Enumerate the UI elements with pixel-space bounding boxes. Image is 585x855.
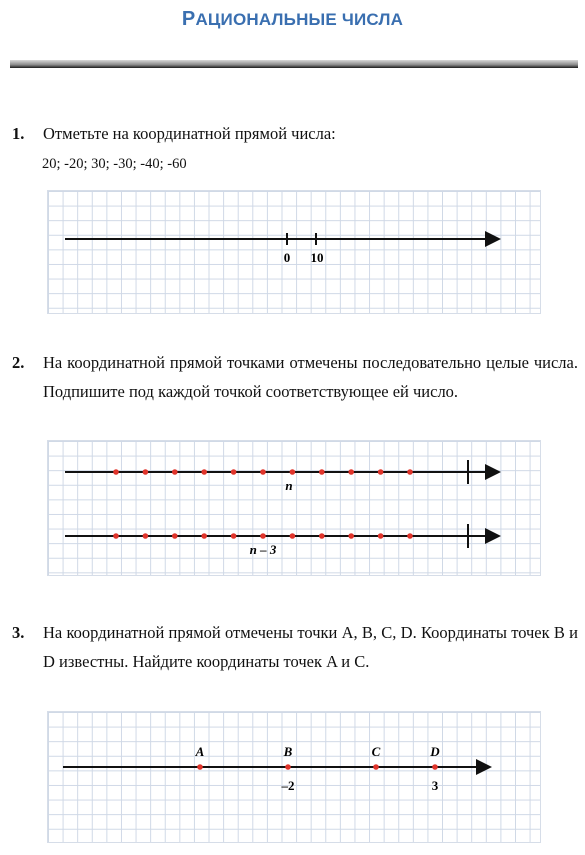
task-1-values: 20; -20; 30; -30; -40; -60 — [42, 156, 187, 172]
integer-point — [290, 469, 296, 475]
point-C — [372, 744, 381, 770]
integer-point — [378, 469, 384, 475]
arrow-head — [485, 231, 501, 247]
integer-point — [201, 469, 207, 475]
point-letter: A — [195, 744, 205, 759]
integer-point — [407, 469, 413, 475]
grid-task-1 — [47, 190, 541, 314]
arrow-head — [476, 759, 492, 775]
task-1 — [12, 119, 578, 148]
integer-point — [143, 533, 149, 539]
task-number: 1. — [12, 124, 25, 143]
coord-label: 3 — [431, 778, 439, 793]
integer-point — [290, 533, 296, 539]
task-number: 2. — [12, 353, 25, 372]
point-dot — [432, 764, 438, 770]
point-letter: D — [430, 744, 440, 759]
integer-point — [260, 533, 266, 539]
grid-task-2 — [47, 440, 541, 576]
integer-point — [172, 533, 178, 539]
tick-label: 0 — [283, 250, 291, 265]
number-lines-2 — [48, 441, 540, 575]
integer-point — [348, 469, 354, 475]
integer-point — [231, 469, 237, 475]
point-A — [195, 744, 205, 770]
integer-point — [348, 533, 354, 539]
point-label-n-minus-3: n – 3 — [249, 542, 277, 557]
point-dot — [285, 764, 291, 770]
integer-point — [231, 533, 237, 539]
integer-point — [113, 533, 119, 539]
number-line-3 — [48, 712, 540, 842]
point-label-n: n — [285, 478, 293, 493]
number-line-2a — [65, 460, 501, 484]
point-D — [429, 744, 440, 793]
integer-point — [113, 469, 119, 475]
arrow-head — [485, 528, 501, 544]
tick-label: 10 — [310, 250, 324, 265]
integer-point — [172, 469, 178, 475]
integer-point — [260, 469, 266, 475]
point-letter: C — [371, 744, 381, 759]
number-line-1 — [48, 191, 540, 313]
integer-point — [143, 469, 149, 475]
task-text: На координатной прямой точками отмечены последовательно целые числа. Подпишите под каждой точкой соответствующее ей число. — [43, 353, 578, 401]
integer-point — [201, 533, 207, 539]
integer-point — [378, 533, 384, 539]
task-number: 3. — [12, 623, 25, 642]
task-3 — [12, 618, 578, 676]
number-line-2b — [65, 524, 501, 548]
point-dot — [197, 764, 203, 770]
header-divider — [10, 60, 578, 68]
arrow-head — [485, 464, 501, 480]
grid-task-3 — [47, 711, 541, 843]
point-dot — [373, 764, 379, 770]
integer-point — [319, 533, 325, 539]
integer-point — [319, 469, 325, 475]
point-B — [281, 744, 295, 793]
page-title: РАЦИОНАЛЬНЫЕ ЧИСЛА — [181, 8, 404, 30]
point-letter: B — [283, 744, 293, 759]
task-2 — [12, 348, 578, 406]
task-text: На координатной прямой отмечены точки A, B, C, D. Координаты точек B и D известны. Найдите координаты точек A и C. — [43, 623, 578, 671]
task-text: Отметьте на координатной прямой числа: — [43, 124, 336, 143]
coord-label: –2 — [281, 778, 295, 793]
integer-point — [407, 533, 413, 539]
